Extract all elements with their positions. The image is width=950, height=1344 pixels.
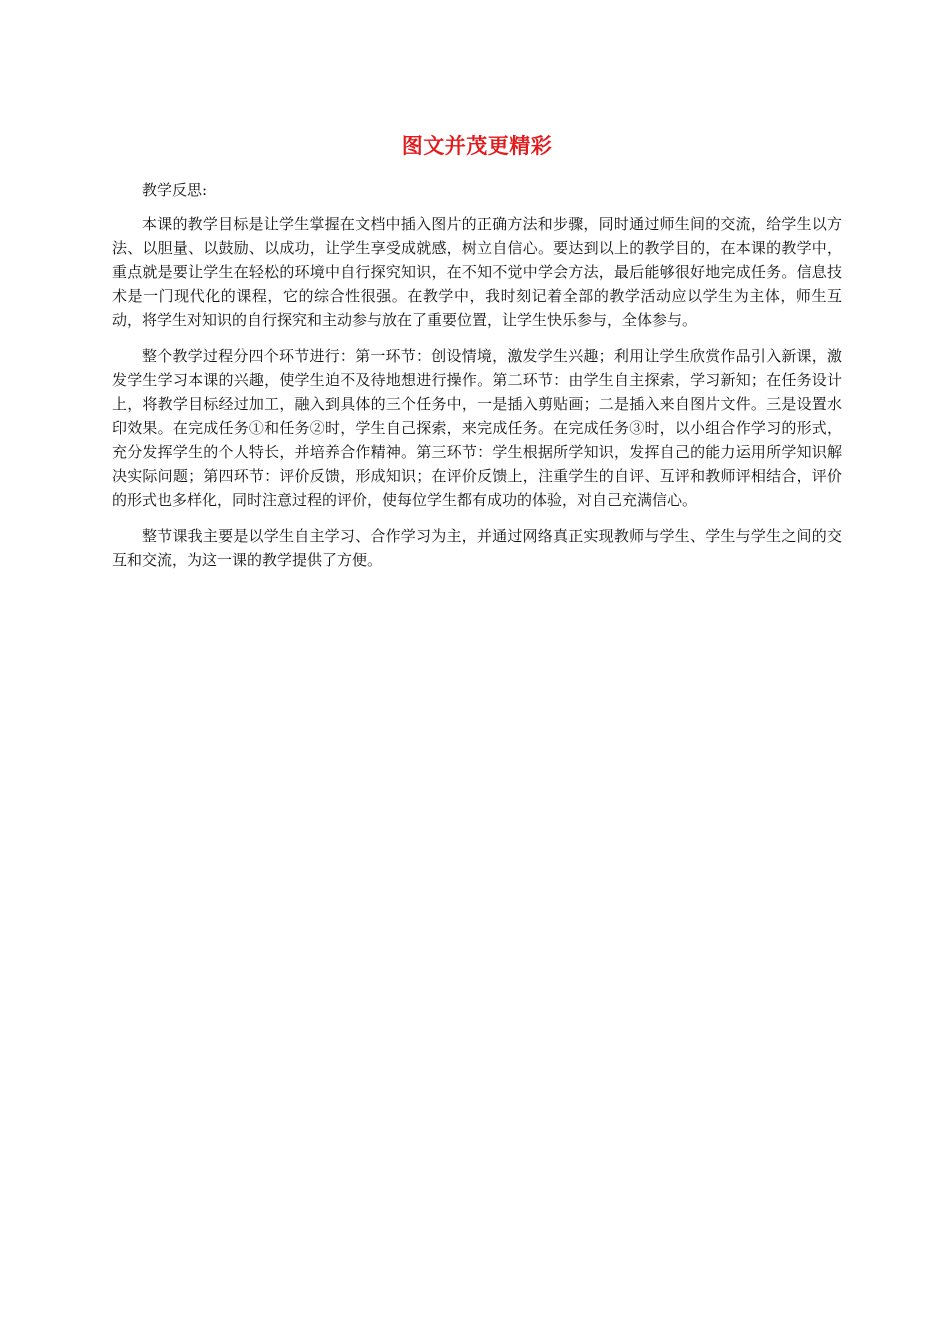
paragraph-2: 整个教学过程分四个环节进行：第一环节：创设情境，激发学生兴趣；利用让学生欣赏作品引入新课，激发学生学习本课的兴趣，使学生迫不及待地想进行操作。第二环节：由学生自主探索，学习新知；在任务设计上，将教学目标经过加工，融入到具体的三个任务中，一是插入剪贴画；二是插入来自图片文件。三是设置水印效果。在完成任务①和任务②时，学生自己探索，来完成任务。在完成任务③时，以小组合作学习的形式，充分发挥学生的个人特长，并培养合作精神。第三环节：学生根据所学知识，发挥自己的能力运用所学知识解决实际问题；第四环节：评价反馈，形成知识；在评价反馈上，注重学生的自评、互评和教师评相结合，评价的形式也多样化，同时注意过程的评价，使每位学生都有成功的体验，对自己充满信心。 (112, 347, 842, 509)
section-label: 教学反思: (142, 181, 208, 199)
document-page (112, 130, 842, 584)
paragraph-3: 整节课我主要是以学生自主学习、合作学习为主，并通过网络真正实现教师与学生、学生与学生之间的交互和交流，为这一课的教学提供了方便。 (112, 527, 842, 569)
paragraph-1: 本课的教学目标是让学生掌握在文档中插入图片的正确方法和步骤，同时通过师生间的交流，给学生以方法、以胆量、以鼓励、以成功，让学生享受成就感，树立自信心。要达到以上的教学目的，在本课的教学中，重点就是要让学生在轻松的环境中自行探究知识，在不知不觉中学会方法，最后能够很好地完成任务。信息技术是一门现代化的课程，它的综合性很强。在教学中，我时刻记着全部的教学活动应以学生为主体，师生互动，将学生对知识的自行探究和主动参与放在了重要位置，让学生快乐参与，全体参与。 (112, 215, 842, 329)
document-title: 图文并茂更精彩 (401, 133, 553, 158)
